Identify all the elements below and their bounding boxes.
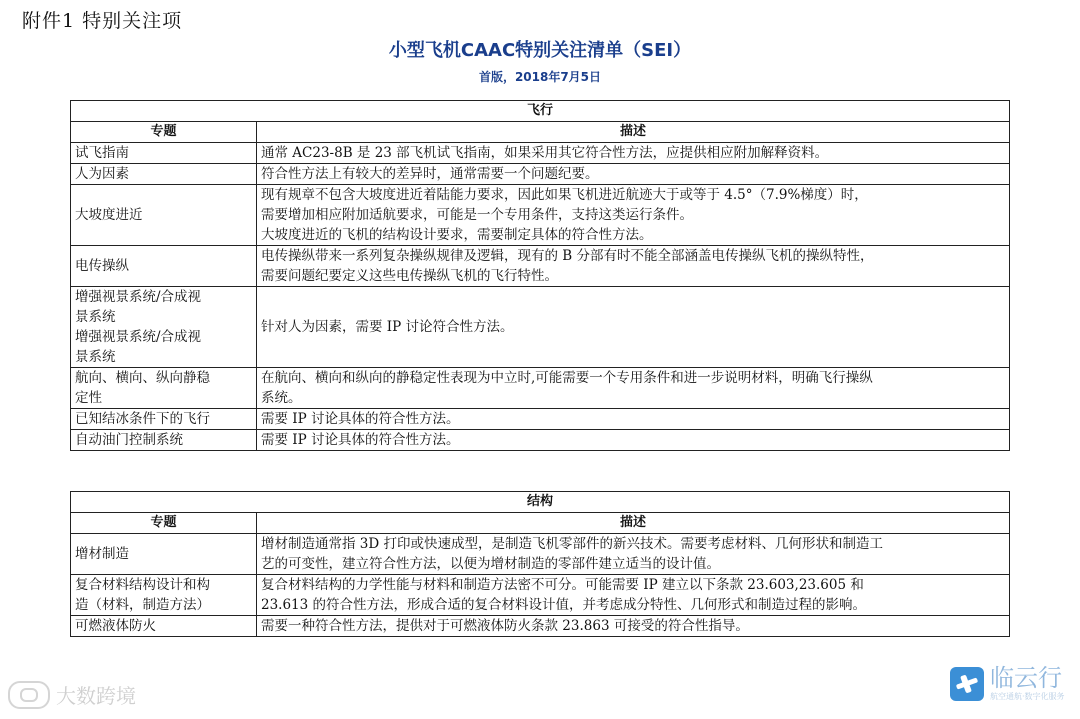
document-subtitle: 首版，2018年7月5日 <box>478 70 602 84</box>
table-row <box>71 575 1010 616</box>
watermark-left-text: 大数跨境 <box>56 684 136 708</box>
description-text: 复合材料结构的力学性能与材料和制造方法密不可分。可能需要 IP 建立以下条款 23.603,23.605 和 <box>261 577 864 593</box>
section-rows <box>71 143 1010 451</box>
description-text: 需要一种符合性方法，提供对于可燃液体防火条款 23.863 可接受的符合性指导。 <box>261 618 749 634</box>
description-header: 描述 <box>257 122 1010 143</box>
table-row <box>71 409 1010 430</box>
description-cell <box>257 164 1010 185</box>
description-text: 增材制造通常指 3D 打印或快速成型，是制造飞机零部件的新兴技术。需要考虑材料、几何形状和制造工 <box>261 536 883 552</box>
table-row <box>71 246 1010 287</box>
description-cell <box>257 616 1010 637</box>
description-cell <box>257 368 1010 409</box>
annex-label: 附件1 特别关注项 <box>22 10 183 32</box>
description-text: 现有规章不包含大坡度进近着陆能力要求，因此如果飞机进近航迹大于或等于 4.5°（7.9%梯度）时， <box>261 187 868 203</box>
description-cell <box>257 430 1010 451</box>
topic-text: 大坡度进近 <box>75 207 143 223</box>
description-text: 需要问题纪要定义这些电传操纵飞机的飞行特性。 <box>261 268 558 284</box>
topic-cell <box>71 616 257 637</box>
topic-text: 景系统 <box>75 309 116 325</box>
description-text: 需要 IP 讨论具体的符合性方法。 <box>261 411 460 427</box>
table-row <box>71 368 1010 409</box>
topic-cell <box>71 575 257 616</box>
watermark-right <box>950 665 1065 702</box>
airplane-logo-icon <box>950 667 984 701</box>
section-title: 结构 <box>71 492 1010 513</box>
description-text: 艺的可变性，建立符合性方法，以便为增材制造的零部件建立适当的设计值。 <box>261 556 720 572</box>
topic-text: 增强视景系统/合成视 <box>75 289 202 305</box>
section-rows <box>71 534 1010 637</box>
structure-table <box>70 491 1010 637</box>
topic-text: 造（材料，制造方法） <box>75 597 210 613</box>
description-cell <box>257 185 1010 246</box>
topic-cell <box>71 409 257 430</box>
description-cell <box>257 534 1010 575</box>
topic-text: 试飞指南 <box>75 145 129 161</box>
topic-cell <box>71 368 257 409</box>
table-row <box>71 616 1010 637</box>
table-row <box>71 430 1010 451</box>
topic-text: 人为因素 <box>75 166 129 182</box>
chat-bubble-icon <box>8 681 50 709</box>
topic-cell <box>71 534 257 575</box>
topic-cell <box>71 185 257 246</box>
watermark-right-tag: 航空通航·数字化服务 <box>990 692 1065 701</box>
description-cell <box>257 409 1010 430</box>
description-cell <box>257 246 1010 287</box>
description-text: 电传操纵带来一系列复杂操纵规律及逻辑，现有的 B 分部有时不能全部涵盖电传操纵飞机的操纵特性， <box>261 248 874 264</box>
description-text: 符合性方法上有较大的差异时，通常需要一个问题纪要。 <box>261 166 599 182</box>
description-text: 23.613 的符合性方法，形成合适的复合材料设计值，并考虑成分特性、几何形式和制造过程的影响。 <box>261 597 867 613</box>
topic-cell <box>71 430 257 451</box>
topic-text: 景系统 <box>75 349 116 365</box>
table-row <box>71 164 1010 185</box>
watermark-right-name: 临云行 <box>990 664 1062 692</box>
table-row <box>71 185 1010 246</box>
topic-cell <box>71 143 257 164</box>
description-text: 在航向、横向和纵向的静稳定性表现为中立时,可能需要一个专用条件和进一步说明材料，明确飞行操纵 <box>261 370 873 386</box>
description-text: 通常 AC23-8B 是 23 部飞机试飞指南，如果采用其它符合性方法，应提供相应附加解释资料。 <box>261 145 829 161</box>
table-row <box>71 534 1010 575</box>
topic-text: 电传操纵 <box>75 258 129 274</box>
description-text: 需要增加相应附加适航要求，可能是一个专用条件，支持这类运行条件。 <box>261 207 693 223</box>
section-title: 飞行 <box>71 101 1010 122</box>
table-row <box>71 143 1010 164</box>
document-title: 小型飞机CAAC特别关注清单（SEI） <box>388 40 692 61</box>
topic-text: 增材制造 <box>75 546 129 562</box>
topic-cell <box>71 287 257 368</box>
watermark-left <box>8 680 136 709</box>
description-cell <box>257 575 1010 616</box>
topic-text: 航向、横向、纵向静稳 <box>75 370 210 386</box>
topic-header: 专题 <box>71 122 257 143</box>
topic-text: 可燃液体防火 <box>75 618 156 634</box>
topic-cell <box>71 164 257 185</box>
topic-header: 专题 <box>71 513 257 534</box>
topic-cell <box>71 246 257 287</box>
topic-text: 增强视景系统/合成视 <box>75 329 202 345</box>
description-text: 系统。 <box>261 390 302 406</box>
description-text: 需要 IP 讨论具体的符合性方法。 <box>261 432 460 448</box>
topic-text: 定性 <box>75 390 102 406</box>
topic-text: 复合材料结构设计和构 <box>75 577 210 593</box>
topic-text: 已知结冰条件下的飞行 <box>75 411 210 427</box>
description-header: 描述 <box>257 513 1010 534</box>
description-text: 针对人为因素，需要 IP 讨论符合性方法。 <box>261 319 514 335</box>
topic-text: 自动油门控制系统 <box>75 432 183 448</box>
description-cell <box>257 287 1010 368</box>
description-text: 大坡度进近的飞机的结构设计要求，需要制定具体的符合性方法。 <box>261 227 653 243</box>
description-cell <box>257 143 1010 164</box>
table-row <box>71 287 1010 368</box>
flight-table <box>70 100 1010 451</box>
